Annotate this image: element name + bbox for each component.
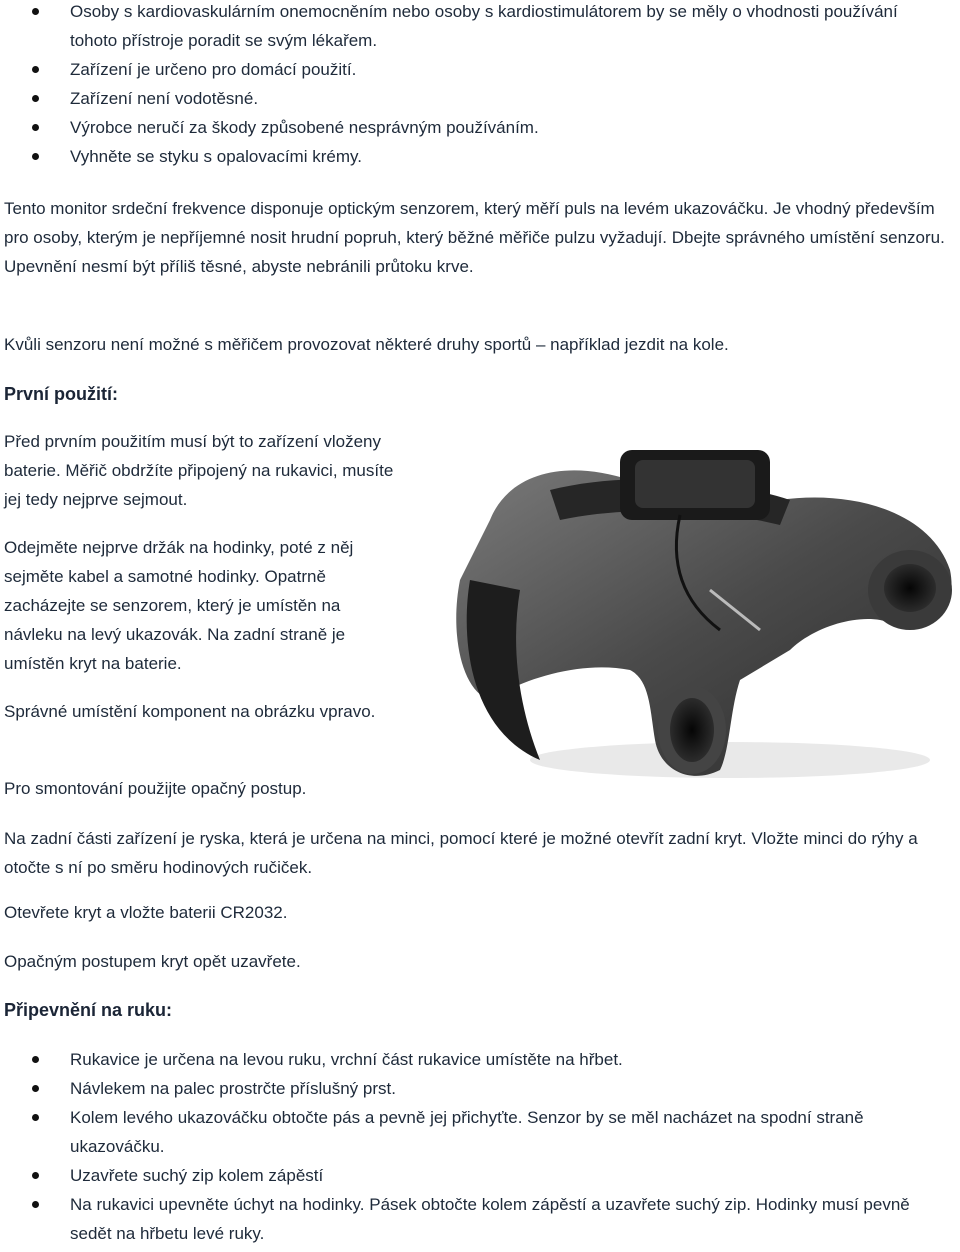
warning-list (0, 0, 940, 171)
sensor-paragraph: Tento monitor srdeční frekvence disponuje optickým senzorem, který měří puls na levém ukazováčku. Je vhodný především pro osoby, kterým je nepříjemné nosit hrudní popruh, který běžné měřiče pulzu vyžadují. Dbejte správného umístění senzoru. Upevnění nesmí být příliš těsné, abyste nebránili průtoku krve. (4, 199, 945, 276)
coin-paragraph: Na zadní části zařízení je ryska, která je určena na minci, pomocí které je možné otevřít zadní kryt. Vložte minci do rýhy a otočte s ní po směru hodinových ručiček. (4, 829, 918, 877)
list-item: Na rukavici upevněte úchyt na hodinky. Pásek obtočte kolem zápěstí a uzavřete suchý zip. Hodinky musí pevně sedět na hřbetu levé ruky. (0, 1190, 940, 1248)
close-cover-paragraph: Opačným postupem kryt opět uzavřete. (4, 952, 301, 971)
sports-paragraph: Kvůli senzoru není možné s měřičem provozovat některé druhy sportů – například jezdit na kole. (4, 335, 729, 354)
battery-paragraph: Před prvním použitím musí být to zařízení vloženy baterie. Měřič obdržíte připojený na rukavici, musíte jej tedy nejprve sejmout. (4, 432, 394, 509)
list-item: Kolem levého ukazováčku obtočte pás a pevně jej přichyťte. Senzor by se měl nacházet na spodní straně ukazováčku. (0, 1103, 940, 1161)
list-item: Zařízení není vodotěsné. (0, 84, 940, 113)
list-item: Návlekem na palec prostrčte příslušný prst. (0, 1074, 940, 1103)
list-item: Vyhněte se styku s opalovacími krémy. (0, 142, 940, 171)
list-item: Zařízení je určeno pro domácí použití. (0, 55, 940, 84)
list-item: Výrobce neručí za škody způsobené nesprávným používáním. (0, 113, 940, 142)
glove-product-image (430, 430, 960, 790)
list-item: Uzavřete suchý zip kolem zápěstí (0, 1161, 940, 1190)
open-cover-paragraph: Otevřete kryt a vložte baterii CR2032. (4, 903, 288, 922)
first-use-heading: První použití: (4, 384, 118, 404)
assembly-paragraph: Pro smontování použijte opačný postup. (4, 779, 307, 798)
list-item: Osoby s kardiovaskulárním onemocněním nebo osoby s kardiostimulátorem by se měly o vhodnosti používání tohoto přístroje poradit se svým lékařem. (0, 0, 940, 55)
placement-paragraph: Správné umístění komponent na obrázku vpravo. (4, 702, 376, 721)
list-item: Rukavice je určena na levou ruku, vrchní část rukavice umístěte na hřbet. (0, 1045, 940, 1074)
attach-heading: Připevnění na ruku: (4, 1000, 173, 1020)
remove-paragraph: Odejměte nejprve držák na hodinky, poté z něj sejměte kabel a samotné hodinky. Opatrně zacházejte se senzorem, který je umístěn na návleku na levý ukazovák. Na zadní straně je umístěn kryt na baterie. (4, 538, 354, 673)
attach-list (0, 1045, 940, 1248)
